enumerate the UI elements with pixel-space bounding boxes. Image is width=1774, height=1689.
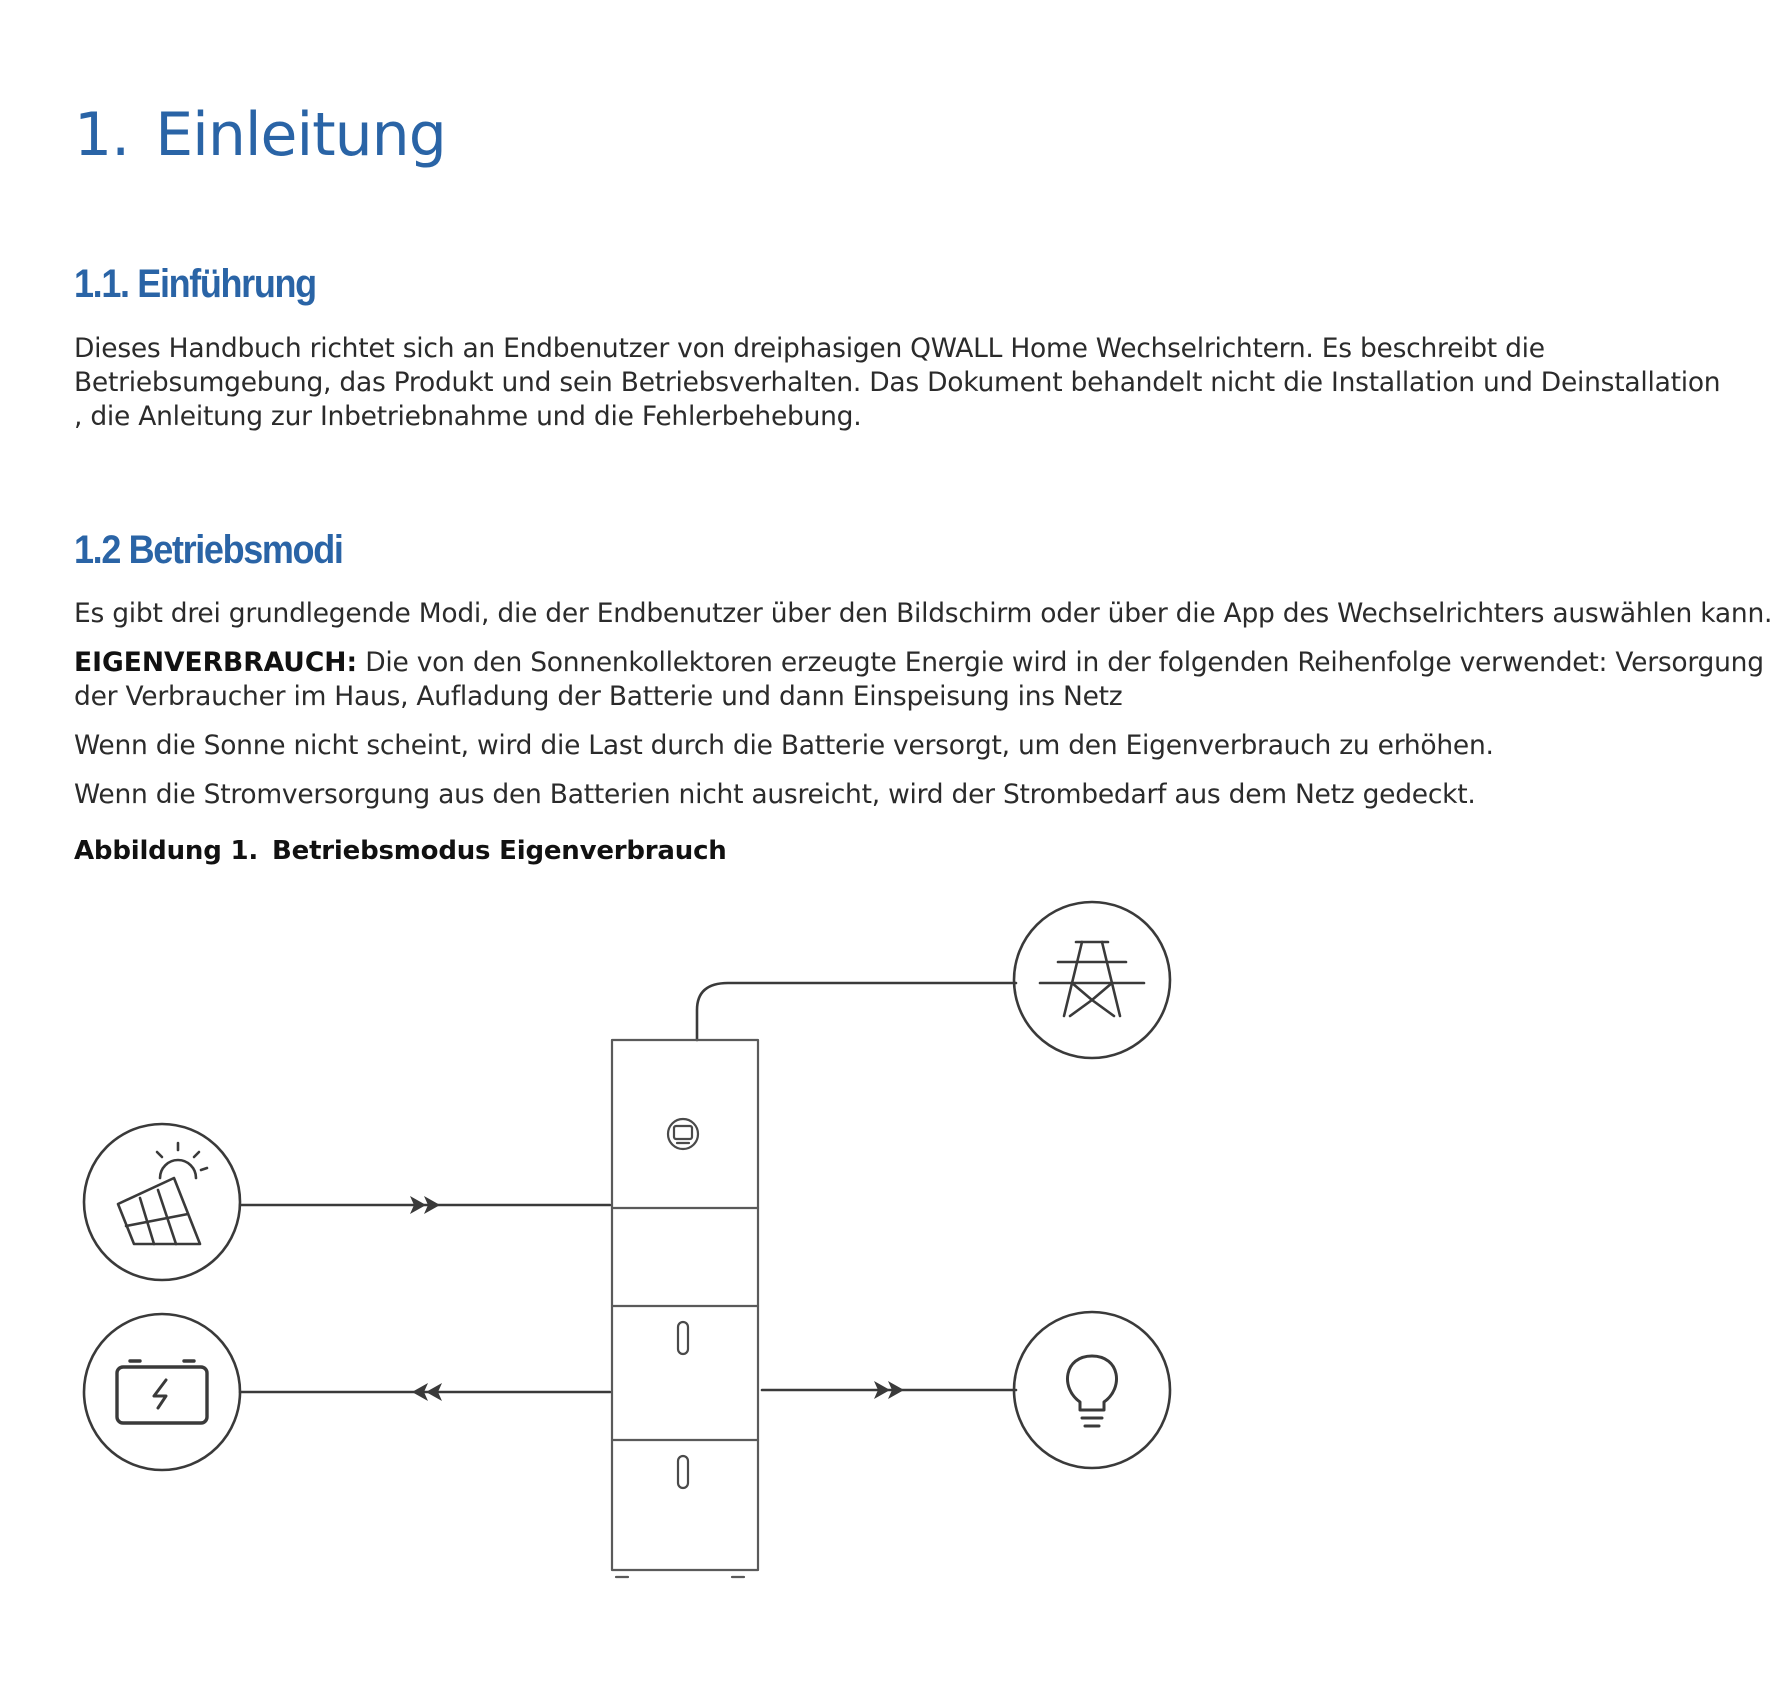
power-grid-icon: [1014, 902, 1170, 1058]
intro-paragraph-line-3: , die Anleitung zur Inbetriebnahme und die Fehlerbehebung.: [74, 401, 862, 432]
battery-module-indicator-1: [678, 1322, 688, 1354]
figure-caption: [74, 836, 727, 866]
solar-panel-icon: [84, 1124, 240, 1280]
solar-flow-arrow-icon: [410, 1196, 440, 1214]
mode-description-line-2: der Verbraucher im Haus, Aufladung der Batterie und dann Einspeisung ins Netz: [74, 681, 1123, 712]
inverter-display-icon: [668, 1119, 698, 1149]
grid-supply-paragraph: Wenn die Stromversorgung aus den Batterien nicht ausreicht, wird der Strombedarf aus dem Netz gedeckt.: [74, 779, 1476, 810]
battery-module-indicator-2: [678, 1456, 688, 1488]
modes-intro-paragraph: Es gibt drei grundlegende Modi, die der Endbenutzer über den Bildschirm oder über die App des Wechselrichters auswählen kann.: [74, 598, 1773, 629]
light-bulb-icon: [1014, 1312, 1170, 1468]
battery-flow-arrow-icon: [412, 1383, 442, 1401]
mode-description-text: Die von den Sonnenkollektoren erzeugte Energie wird in der folgenden Reihenfolge verwendet: Versorgung: [357, 647, 1764, 678]
mode-label: EIGENVERBRAUCH:: [74, 647, 358, 678]
inverter-battery-stack: [612, 1040, 758, 1577]
section-title: [74, 100, 446, 170]
grid-connection-line: [697, 983, 1016, 1040]
battery-icon: [84, 1314, 240, 1470]
self-consumption-diagram: [0, 880, 1774, 1600]
figure-label: Abbildung 1.: [74, 836, 259, 866]
intro-paragraph-line-1: Dieses Handbuch richtet sich an Endbenutzer von dreiphasigen QWALL Home Wechselrichtern. Es beschreibt die: [74, 333, 1545, 364]
intro-paragraph-line-2: Betriebsumgebung, das Produkt und sein Betriebsverhalten. Das Dokument behandelt nicht die Installation und Deinstallation: [74, 367, 1721, 398]
section-number: 1.: [74, 100, 130, 170]
mode-description-line-1: [74, 646, 1764, 680]
load-flow-arrow-icon: [874, 1381, 904, 1399]
section-title-text: Einleitung: [155, 100, 446, 170]
subsection-heading-betriebsmodi: 1.2 Betriebsmodi: [74, 528, 343, 572]
subsection-heading-einfuehrung: 1.1. Einführung: [74, 262, 316, 306]
figure-title: Betriebsmodus Eigenverbrauch: [272, 836, 727, 866]
no-sun-paragraph: Wenn die Sonne nicht scheint, wird die Last durch die Batterie versorgt, um den Eigenverbrauch zu erhöhen.: [74, 730, 1494, 761]
